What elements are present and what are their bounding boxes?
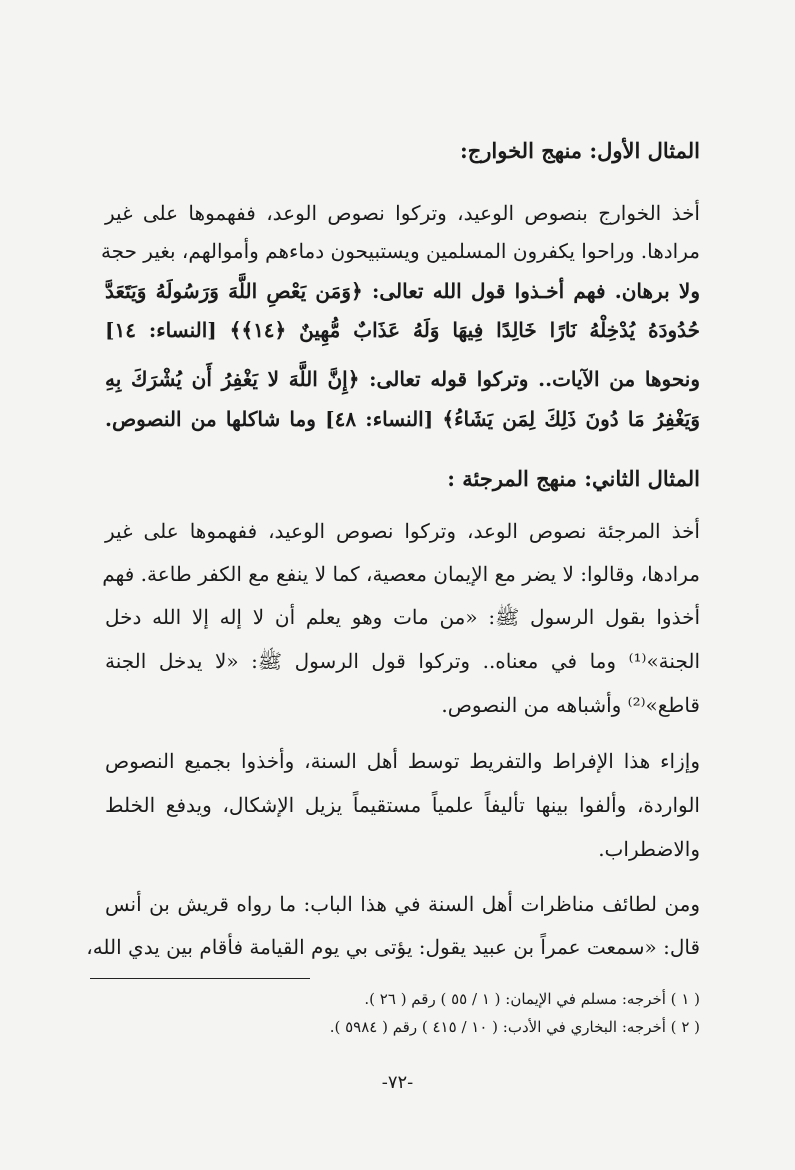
para2-line-5: قاطع»⁽²⁾ وأشباهه من النصوص. (441, 693, 700, 717)
para3-line-1: وإزاء هذا الإفراط والتفريط توسط أهل السنة، وأخذوا بجميع النصوص (105, 749, 700, 773)
heading-example-two: المثال الثاني: منهج المرجئة : (447, 466, 700, 491)
para1-line-5: ونحوها من الآيات.. وتركوا قوله تعالى: ﴿إِنَّ اللَّهَ لا يَغْفِرُ أَن يُشْرَكَ بِهِ (105, 367, 700, 391)
page-number: -٧٢- (381, 1072, 414, 1093)
footnote-1: ( ١ ) أخرجه: مسلم في الإيمان: ( ١ / ٥٥ ) رقم ( ٢٦ ). (364, 990, 700, 1008)
para1-line-6: وَيَغْفِرُ مَا دُونَ ذَلِكَ لِمَن يَشَاءُ﴾ [النساء: ٤٨] وما شاكلها من النصوص. (105, 407, 700, 431)
para2-line-2: مرادها، وقالوا: لا يضر مع الإيمان معصية، كما لا ينفع مع الكفر طاعة. فهم (102, 562, 700, 586)
para1-line-3: ولا برهان. فهم أخـذوا قول الله تعالى: ﴿وَمَن يَعْصِ اللَّهَ وَرَسُولَهُ وَيَتَعَدَّ (105, 279, 700, 303)
para4-line-2: قال: «سمعت عمراً بن عبيد يقول: يؤتى بي يوم القيامة فأقام بين يدي الله، (86, 935, 700, 959)
footnote-divider (90, 978, 310, 979)
para2-line-4: الجنة»⁽¹⁾ وما في معناه.. وتركوا قول الرسول ﷺ: «لا يدخل الجنة (105, 649, 700, 673)
para3-line-2: الواردة، وألفوا بينها تأليفاً علمياً مستقيماً يزيل الإشكال، ويدفع الخلط (105, 793, 700, 817)
heading-example-one: المثال الأول: منهج الخوارج: (459, 138, 700, 163)
footnote-2: ( ٢ ) أخرجه: البخاري في الأدب: ( ١٠ / ٤١٥ ) رقم ( ٥٩٨٤ ). (329, 1018, 700, 1036)
para1-line-2: مرادها. وراحوا يكفرون المسلمين ويستبيحون دماءهم وأموالهم، بغير حجة (100, 239, 700, 263)
para2-line-1: أخذ المرجئة نصوص الوعد، وتركوا نصوص الوعيد، ففهموها على غير (105, 519, 700, 543)
para2-line-3: أخذوا بقول الرسول ﷺ: «من مات وهو يعلم أن لا إله إلا الله دخل (105, 605, 700, 629)
para4-line-1: ومن لطائف مناظرات أهل السنة في هذا الباب: ما رواه قريش بن أنس (105, 892, 700, 916)
para1-line-4: حُدُودَهُ يُدْخِلْهُ نَارًا خَالِدًا فِيهَا وَلَهُ عَذَابٌ مُّهِينٌ ﴿١٤﴾﴾ [النساء: ١٤] (105, 318, 701, 342)
para3-line-3: والاضطراب. (598, 837, 700, 861)
para1-line-1: أخذ الخوارج بنصوص الوعيد، وتركوا نصوص الوعد، ففهموها على غير (105, 201, 700, 225)
